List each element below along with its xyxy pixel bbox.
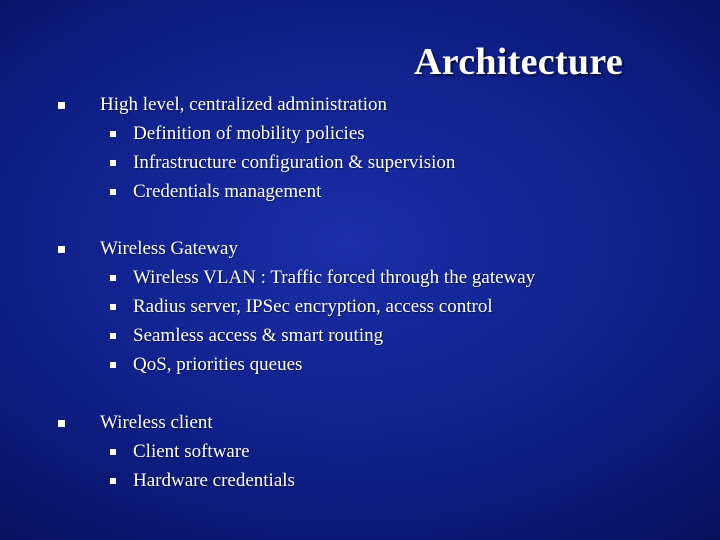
sub-item-text: QoS, priorities queues — [133, 354, 303, 375]
square-bullet-icon — [58, 420, 65, 427]
section-heading: Wireless Gateway — [100, 238, 238, 259]
square-bullet-icon — [58, 102, 65, 109]
sub-item-text: Seamless access & smart routing — [133, 325, 384, 346]
sub-item-text: Definition of mobility policies — [133, 123, 365, 144]
list-item-level1 — [58, 92, 387, 118]
sub-item-text: Client software — [133, 441, 250, 462]
square-bullet-icon — [110, 131, 116, 137]
list-item-level2 — [110, 323, 383, 349]
list-item-level2 — [110, 150, 455, 176]
square-bullet-icon — [110, 189, 116, 195]
square-bullet-icon — [110, 362, 116, 368]
list-item-level2 — [110, 179, 321, 205]
sub-item-text: Wireless VLAN : Traffic forced through the gateway — [133, 267, 536, 288]
list-item-level1 — [58, 410, 213, 436]
square-bullet-icon — [110, 160, 116, 166]
list-item-level2 — [110, 121, 365, 147]
section-heading: High level, centralized administration — [100, 94, 388, 115]
list-item-level2 — [110, 352, 302, 378]
sub-item-text: Credentials management — [133, 181, 322, 202]
square-bullet-icon — [110, 304, 116, 310]
square-bullet-icon — [110, 333, 116, 339]
square-bullet-icon — [110, 449, 116, 455]
list-item-level2 — [110, 468, 295, 494]
square-bullet-icon — [110, 275, 116, 281]
section-heading: Wireless client — [100, 412, 213, 433]
list-item-level1 — [58, 236, 238, 262]
list-item-level2 — [110, 265, 535, 291]
sub-item-text: Radius server, IPSec encryption, access control — [133, 296, 493, 317]
slide-title: Architecture — [413, 41, 623, 83]
square-bullet-icon — [110, 478, 116, 484]
sub-item-text: Hardware credentials — [133, 470, 295, 491]
square-bullet-icon — [58, 246, 65, 253]
list-item-level2 — [110, 294, 493, 320]
sub-item-text: Infrastructure configuration & supervision — [133, 152, 456, 173]
list-item-level2 — [110, 439, 250, 465]
